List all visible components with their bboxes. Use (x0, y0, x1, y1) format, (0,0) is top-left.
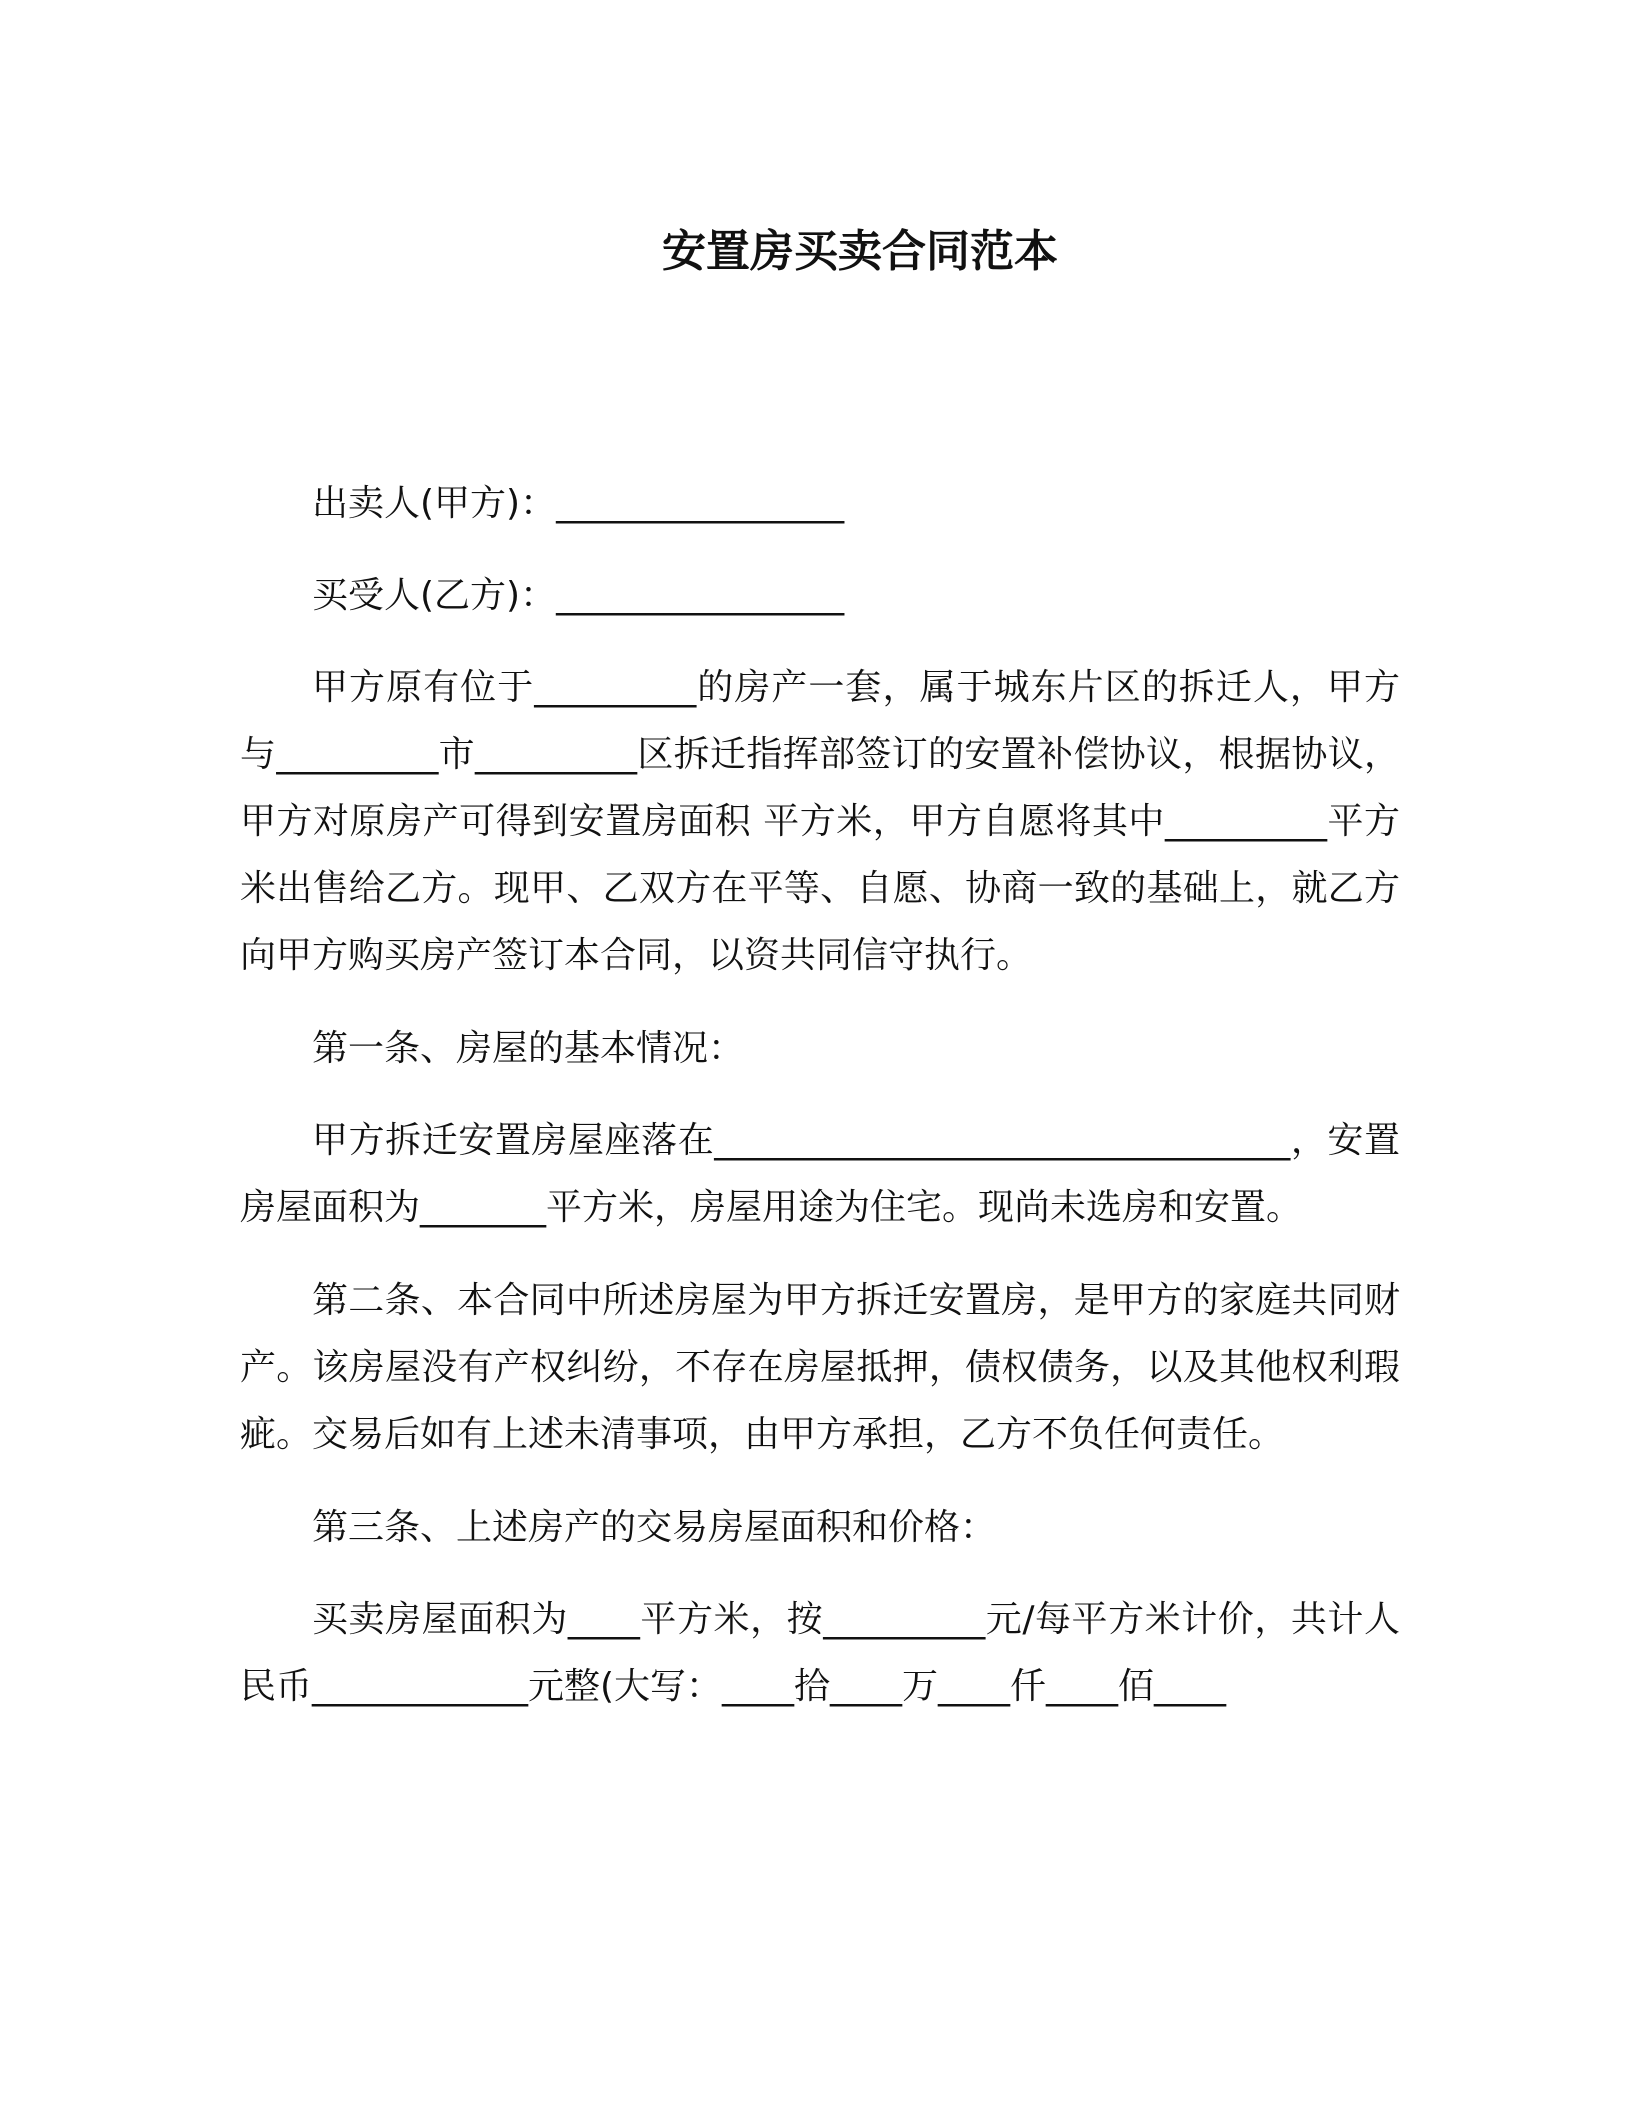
intro-paragraph: 甲方原有位于_________的房产一套，属于城东片区的拆迁人，甲方与_________市_________区拆迁指挥部签订的安置补偿协议，根据协议，甲方对原房产可得到安置房面积 平方米，甲方自愿将其中_________平方米出售给乙方。现甲、乙双方在平等、自愿、协商一致的基础上，就乙方向甲方购买房产签订本合同，以资共同信守执行。 (240, 667, 1400, 976)
article-1-heading: 第一条、房屋的基本情况： (312, 1028, 745, 1069)
article-3-paragraph: 买卖房屋面积为____平方米，按_________元/每平方米计价，共计人民币____________元整(大写：____拾____万____仟____佰____ (240, 1599, 1400, 1707)
article-1-paragraph: 甲方拆迁安置房屋座落在________________________________，安置房屋面积为_______平方米，房屋用途为住宅。现尚未选房和安置。 (240, 1120, 1400, 1228)
article-3-heading: 第三条、上述房产的交易房屋面积和价格： (312, 1507, 997, 1548)
seller-line: 出卖人(甲方)：________________ (312, 483, 845, 524)
document-body (240, 470, 1400, 1746)
document-title: 安置房买卖合同范本 (662, 226, 1058, 277)
buyer-line: 买受人(乙方)：________________ (312, 575, 845, 616)
article-2-paragraph: 第二条、本合同中所述房屋为甲方拆迁安置房，是甲方的家庭共同财产。该房屋没有产权纠纷，不存在房屋抵押，债权债务，以及其他权利瑕疵。交易后如有上述未清事项，由甲方承担，乙方不负任何责任。 (240, 1280, 1400, 1455)
